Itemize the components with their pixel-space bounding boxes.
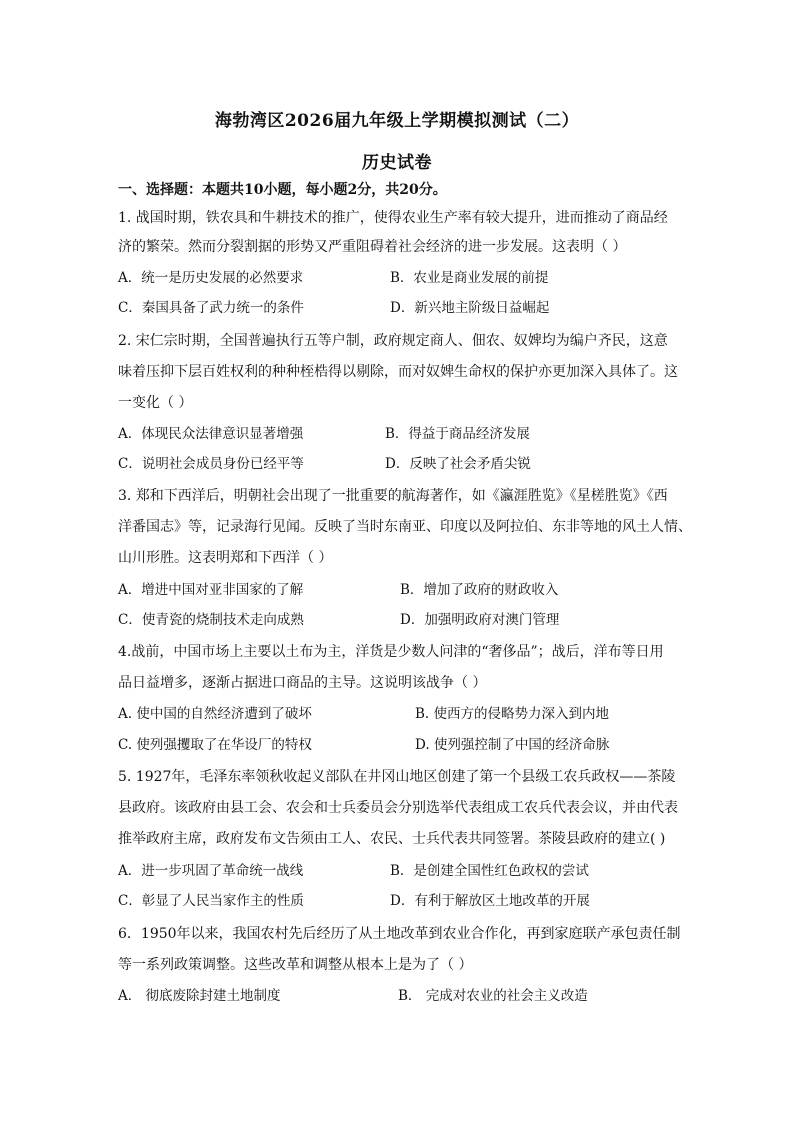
question-text-line: 6．1950年以来，我国农村先后经历了从土地改革到农业合作化，再到家庭联产承包责任制 — [118, 926, 681, 942]
option-b: B．得益于商品经济发展 — [385, 426, 530, 442]
exam-subtitle: 历史试卷 — [362, 153, 432, 173]
option-a: A. 使中国的自然经济遭到了破坏 — [118, 706, 312, 722]
question-text-line: 洋番国志》等，记录海行见闻。反映了当时东南亚、印度以及阿拉伯、东非等地的风土人情、 — [118, 519, 692, 535]
question-text-line: 4.战前，中国市场上主要以土布为主，洋货是少数人问津的“奢侈品”；战后，洋布等日用 — [118, 644, 664, 660]
question-text-line: 济的繁荣。然而分裂割据的形势又严重阻碍着社会经济的进一步发展。这表明（ ） — [118, 239, 627, 255]
option-a: A． 彻底废除封建土地制度 — [118, 988, 281, 1004]
option-c: C．说明社会成员身份已经平等 — [118, 456, 304, 472]
option-a: A．体现民众法律意识显著增强 — [118, 426, 304, 442]
question-text-line: 2. 宋仁宗时期，全国普遍执行五等户制，政府规定商人、佃农、奴婢均为编户齐民，这意 — [118, 333, 668, 349]
option-b: B．农业是商业发展的前提 — [390, 270, 549, 286]
question-text-line: 3. 郑和下西洋后，明朝社会出现了一批重要的航海著作，如《瀛涯胜览》《星槎胜览》《西 — [118, 488, 668, 504]
question-text-line: 5. 1927年，毛泽东率领秋收起义部队在井冈山地区创建了第一个县级工农兵政权——茶陵 — [118, 769, 676, 785]
section-heading: 一、选择题：本题共10小题，每小题2分，共20分。 — [118, 182, 447, 198]
option-b: B．增加了政府的财政收入 — [400, 582, 559, 598]
question-text-line: 推举政府主席，政府发布文告须由工人、农民、士兵代表共同签署。茶陵县政府的建立( ) — [118, 831, 666, 847]
question-text-line: 山川形胜。这表明郑和下西洋（ ） — [118, 550, 333, 566]
option-c: C．秦国具备了武力统一的条件 — [118, 300, 304, 316]
option-b: B．是创建全国性红色政权的尝试 — [390, 863, 589, 879]
question-text-line: 味着压抑下层百姓权利的种种桎梏得以剔除，而对奴婢生命权的保护亦更加深入具体了。这 — [118, 364, 678, 380]
option-a: A．增进中国对亚非国家的了解 — [118, 582, 304, 598]
option-d: D．有利于解放区土地改革的开展 — [390, 893, 590, 909]
exam-title: 海勃湾区2026届九年级上学期模拟测试（二） — [214, 111, 580, 131]
option-d: D．反映了社会矛盾尖锐 — [385, 456, 531, 472]
option-a: A．统一是历史发展的必然要求 — [118, 270, 304, 286]
option-b: B. 使西方的侵略势力深入到内地 — [415, 706, 610, 722]
question-text-line: 等一系列政策调整。这些改革和调整从根本上是为了（ ） — [118, 957, 473, 973]
option-b: B． 完成对农业的社会主义改造 — [398, 988, 588, 1004]
question-text-line: 一变化（ ） — [118, 395, 193, 411]
question-text-line: 1. 战国时期，铁农具和牛耕技术的推广，使得农业生产率有较大提升，进而推动了商品经 — [118, 210, 668, 226]
question-text-line: 县政府。该政府由县工会、农会和士兵委员会分别选举代表组成工农兵代表会议，并由代表 — [118, 800, 678, 816]
option-d: D．新兴地主阶级日益崛起 — [390, 300, 550, 316]
option-a: A．进一步巩固了革命统一战线 — [118, 863, 304, 879]
option-c: C．使青瓷的烧制技术走向成熟 — [118, 612, 304, 628]
option-c: C．彰显了人民当家作主的性质 — [118, 893, 304, 909]
option-d: D. 使列强控制了中国的经济命脉 — [415, 737, 610, 753]
question-text-line: 品日益增多，逐渐占据进口商品的主导。这说明该战争（ ） — [118, 675, 487, 691]
option-c: C. 使列强攫取了在华设厂的特权 — [118, 737, 312, 753]
option-d: D．加强明政府对澳门管理 — [400, 612, 560, 628]
